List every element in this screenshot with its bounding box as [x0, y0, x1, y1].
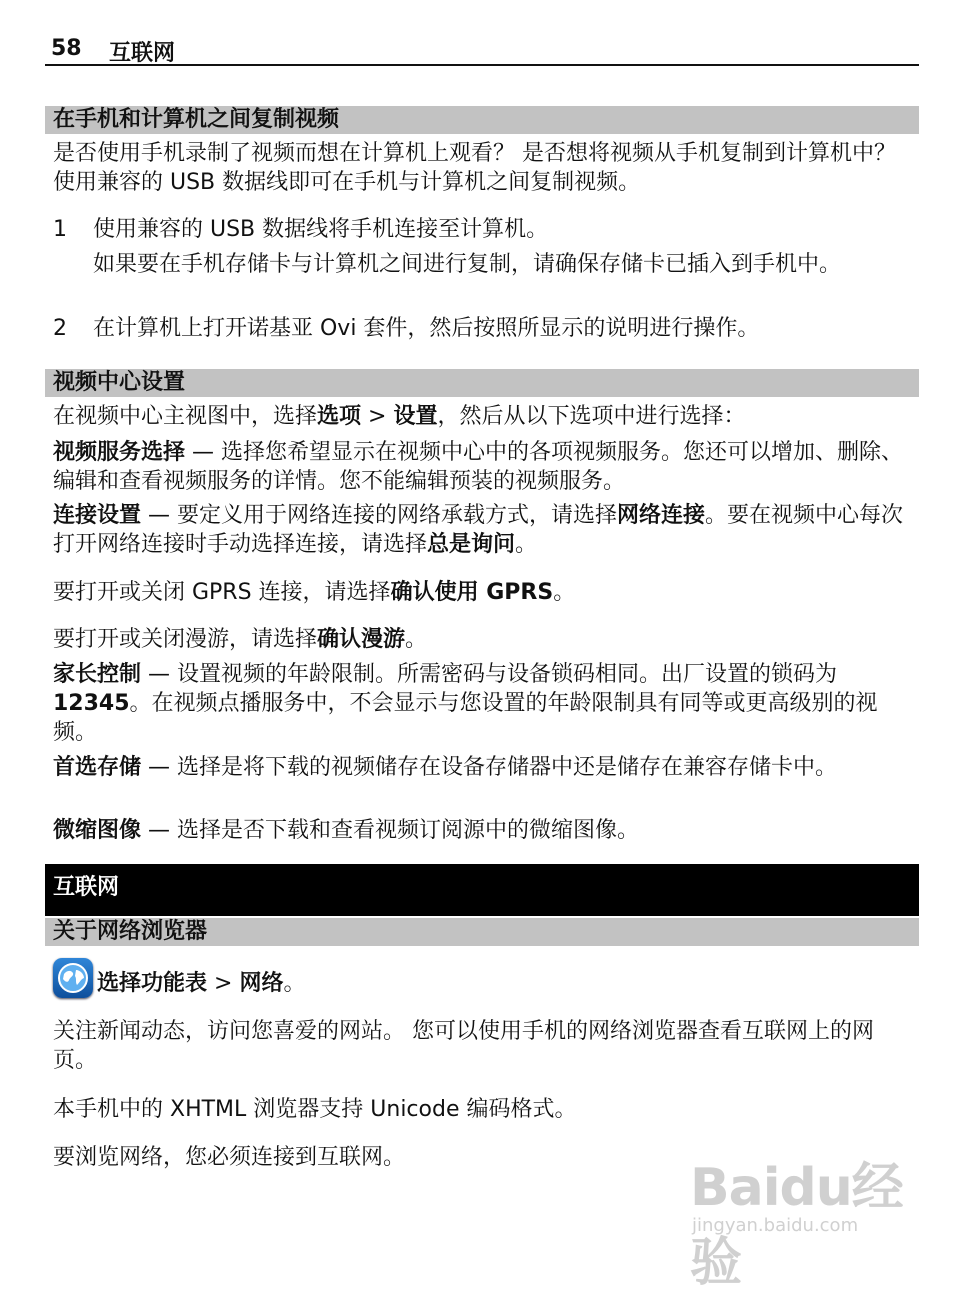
watermark-logo: Baidu经验 — [690, 1158, 903, 1293]
browser-para-1: 关注新闻动态，访问您喜爱的网站。 您可以使用手机的网络浏览器查看互联网上的网页。 — [53, 1019, 874, 1073]
option-label: 设置 — [393, 404, 438, 429]
menu-option: 选择功能表 — [97, 971, 208, 996]
baidu-watermark — [690, 1145, 920, 1293]
thumbnails-item: 微缩图像 — 选择是否下载和查看视频订阅源中的微缩图像。 — [53, 818, 640, 843]
video-service-item: 视频服务选择 — 选择您希望显示在视频中心中的各项视频服务。您还可以增加、删除、编辑和查看视频服务的详情。您不能编辑预装的视频服务。 — [53, 440, 904, 494]
lock-code: 12345 — [53, 691, 130, 716]
option-label: 网络连接 — [617, 503, 706, 528]
page-header — [45, 34, 919, 66]
settings-intro: 在视频中心主视图中，选择选项 > 设置，然后从以下选项中进行选择： — [53, 404, 746, 429]
browser-para-3: 要浏览网络，您必须连接到互联网。 — [53, 1145, 406, 1170]
browser-para-2: 本手机中的 XHTML 浏览器支持 Unicode 编码格式。 — [53, 1097, 577, 1122]
copy-intro-paragraph: 是否使用手机录制了视频而想在计算机上观看？ 是否想将视频从手机复制到计算机中？ 使用兼容的 USB 数据线即可在手机与计算机之间复制视频。 — [53, 141, 896, 195]
gprs-paragraph: 要打开或关闭 GPRS 连接，请选择确认使用 GPRS。 — [53, 580, 576, 605]
page-number: 58 — [51, 36, 82, 61]
option-label: 确认使用 GPRS — [390, 580, 554, 605]
step-2-number: 2 — [53, 316, 67, 341]
step-2-text: 在计算机上打开诺基亚 Ovi 套件，然后按照所显示的说明进行操作。 — [93, 316, 760, 341]
step-1-number: 1 — [53, 217, 67, 242]
chapter-bar-internet: 互联网 — [45, 864, 919, 916]
step-1-note: 如果要在手机存储卡与计算机之间进行复制，请确保存储卡已插入到手机中。 — [93, 252, 842, 277]
preferred-storage-item: 首选存储 — 选择是将下载的视频储存在设备存储器中还是储存在兼容存储卡中。 — [53, 755, 838, 780]
term-thumbnails: 微缩图像 — [53, 818, 142, 843]
menu-path: 选择功能表 > 网络。 — [97, 971, 306, 996]
term-preferred-storage: 首选存储 — [53, 755, 142, 780]
section-title-browser: 关于网络浏览器 — [45, 918, 919, 946]
term-parental-control: 家长控制 — [53, 662, 142, 687]
section-title-copy-videos: 在手机和计算机之间复制视频 — [45, 106, 919, 134]
option-label: 确认漫游 — [317, 627, 406, 652]
running-chapter-title: 互联网 — [109, 41, 176, 66]
watermark-url: jingyan.baidu.com — [692, 1215, 859, 1236]
option-label: 选项 — [317, 404, 362, 429]
connection-settings-item: 连接设置 — 要定义用于网络连接的网络承载方式，请选择网络连接。要在视频中心每次打开网络连接时手动选择连接，请选择总是询问。 — [53, 503, 904, 557]
section-title-video-settings: 视频中心设置 — [45, 369, 919, 397]
menu-option: 网络 — [239, 971, 284, 996]
step-1-text: 使用兼容的 USB 数据线将手机连接至计算机。 — [93, 217, 549, 242]
roaming-paragraph: 要打开或关闭漫游，请选择确认漫游。 — [53, 627, 428, 652]
option-label: 总是询问 — [427, 532, 516, 557]
globe-icon — [53, 958, 93, 998]
term-connection-settings: 连接设置 — [53, 503, 142, 528]
term-video-service: 视频服务选择 — [53, 440, 186, 465]
parental-control-item: 家长控制 — 设置视频的年龄限制。所需密码与设备锁码相同。出厂设置的锁码为 12345。在视频点播服务中，不会显示与您设置的年龄限制具有同等或更高级别的视频。 — [53, 662, 878, 745]
